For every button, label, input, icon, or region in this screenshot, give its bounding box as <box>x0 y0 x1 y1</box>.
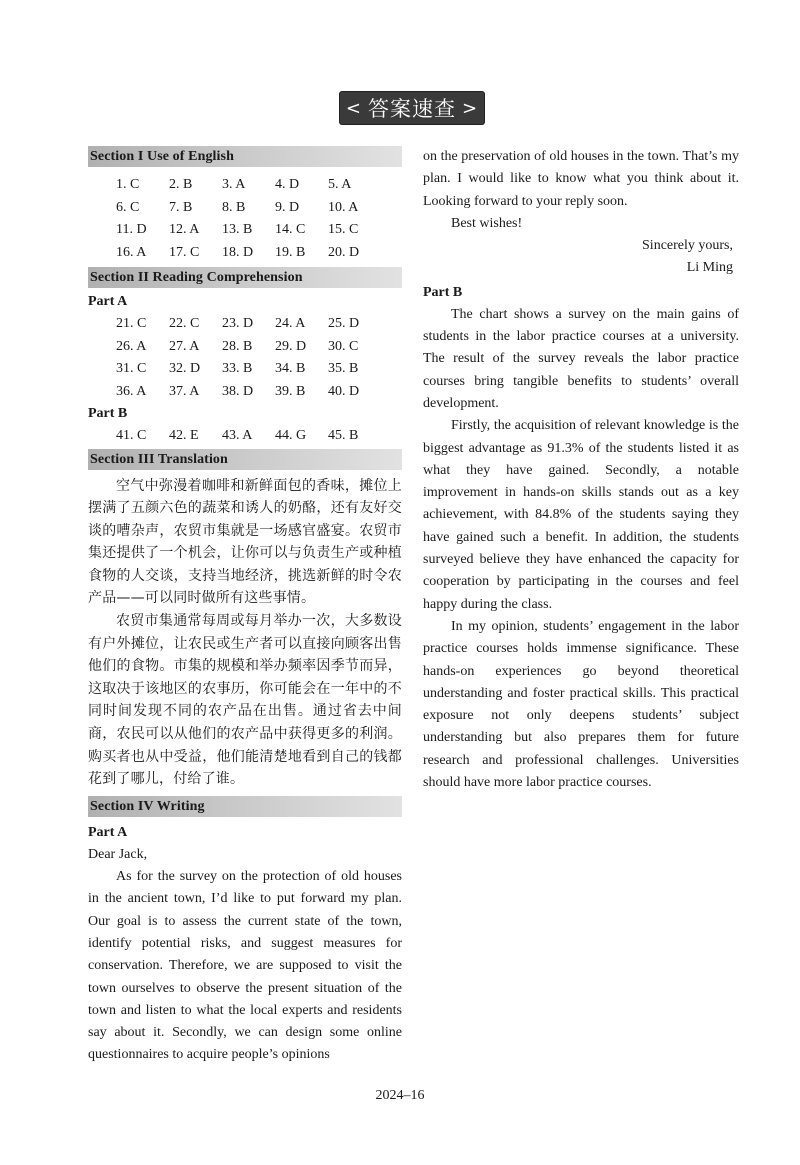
section-2-heading-text: Section II Reading Comprehension <box>90 270 303 285</box>
answer-item: 10. A <box>328 199 359 215</box>
answer-item: 41. C <box>116 428 147 443</box>
section-3-heading <box>88 449 402 470</box>
answer-item: 26. A <box>116 338 147 354</box>
section-1-answers <box>88 174 402 264</box>
translation-paragraph-2: 农贸市集通常每周或每月举办一次，大多数设有户外摊位，让农民或生产者可以直接向顾客出售他们的食物。市集的规模和举办频率因季节而异，这取决于该地区的农事历，你可能会在一年中的不同时间发现不同的农产品在出售。通过省去中间商，农民可以从他们的农产品中获得更多的利润。购买者也从中受益，他们能清楚地看到自己的钱都花到了哪儿，付给了谁。 <box>88 613 402 788</box>
left-column <box>88 146 402 1067</box>
right-column <box>423 146 739 794</box>
answer-row <box>88 425 402 448</box>
answer-item: 27. A <box>169 338 200 354</box>
answer-item: 22. C <box>169 316 200 331</box>
section-2-part-a-answers <box>88 313 402 403</box>
answer-item: 24. A <box>275 316 306 331</box>
answer-item: 13. B <box>222 222 253 237</box>
answer-item: 19. B <box>275 244 306 260</box>
answer-item: 7. B <box>169 199 193 215</box>
answer-item: 18. D <box>222 244 254 260</box>
answer-item: 9. D <box>275 199 300 215</box>
answer-row <box>88 381 402 404</box>
answer-item: 44. G <box>275 428 307 443</box>
translation-paragraph-1: 空气中弥漫着咖啡和新鲜面包的香味，摊位上摆满了五颜六色的蔬菜和诱人的奶酪，还有友好交谈的嘈杂声，农贸市集就是一场感官盛宴。农贸市集还提供了一个机会，让你可以与负责生产或种植食物的人交谈，支持当地经济，挑选新鲜的时令农产品——可以同时做所有这些事情。 <box>88 477 402 607</box>
answer-item: 30. C <box>328 338 359 354</box>
answer-item: 34. B <box>275 361 306 376</box>
essay-paragraph-3: In my opinion, students’ engagement in the labor practice courses holds immense significance. These hands-on experiences go beyond theoretical understanding and foster practical skills. This practical exposure not only deepens students’ subject understanding but also prepares them for future research and professional challenges. Universities should have more labor practice courses. <box>423 618 739 791</box>
essay-paragraph-2: Firstly, the acquisition of relevant knowledge is the biggest advantage as 91.3% of the students listed it as what they have gained. Secondly, a notable improvement in hands-on skills stands out as a key achievement, with 84.8% of the students saying they have gained such a benefit. In addition, the students surveyed believe they have enhanced the capacity for cooperation by participating in the courses and feel happy during the class. <box>423 418 739 612</box>
answer-item: 42. E <box>169 428 199 443</box>
answer-row <box>88 197 402 220</box>
essay-paragraph-1: The chart shows a survey on the main gains of students in the labor practice courses at a university. The result of the survey reveals the labor practice courses bring tangible benefits to students’ overall development. <box>423 306 739 411</box>
letter-body-right: on the preservation of old houses in the town. That’s my plan. I would like to know what you think about it. Looking forward to your reply soon. <box>423 149 739 209</box>
answer-item: 43. A <box>222 428 253 443</box>
answer-item: 38. D <box>222 383 254 399</box>
title-text: 答案速查 <box>368 97 456 121</box>
section-1-heading <box>88 146 402 167</box>
answer-item: 2. B <box>169 177 193 192</box>
answer-item: 39. B <box>275 383 306 399</box>
section-4-part-a-label: Part A <box>88 824 128 840</box>
answer-row <box>88 174 402 197</box>
answer-item: 12. A <box>169 222 200 237</box>
letter-body-left: As for the survey on the protection of old houses in the ancient town, I’d like to put forward my plan. Our goal is to assess the current state of the town, identify potential risks, and suggest measures for conservation. Therefore, we are supposed to visit the town ourselves to observe the present situation of the town and listen to what the local experts and residents say about it. Secondly, we can design some online questionnaires to acquire people’s opinions <box>88 869 402 1063</box>
answer-row <box>88 313 402 336</box>
section-4-heading-text: Section IV Writing <box>90 798 205 814</box>
chevron-right-icon: > <box>462 97 479 119</box>
letter-closing: Best wishes! <box>451 215 523 231</box>
answer-item: 15. C <box>328 222 359 237</box>
section-3-heading-text: Section III Translation <box>90 451 228 467</box>
answer-item: 28. B <box>222 338 253 354</box>
answer-item: 29. D <box>275 338 307 354</box>
answer-item: 5. A <box>328 177 352 192</box>
answer-item: 14. C <box>275 222 306 237</box>
chevron-left-icon: < <box>345 97 362 119</box>
page-number: 2024–16 <box>375 1088 425 1103</box>
answer-item: 4. D <box>275 177 300 192</box>
answer-item: 37. A <box>169 383 200 399</box>
answer-item: 6. C <box>116 199 140 215</box>
section-2-heading <box>88 267 402 288</box>
answer-row <box>88 358 402 381</box>
answer-item: 17. C <box>169 244 200 260</box>
answer-item: 11. D <box>116 222 147 237</box>
answer-key-title <box>340 92 484 124</box>
section-2-part-b-label: Part B <box>88 406 128 421</box>
section-1-heading-text: Section I Use of English <box>90 149 234 164</box>
section-4-heading <box>88 796 402 817</box>
section-2-part-a-label: Part A <box>88 294 128 309</box>
answer-item: 1. C <box>116 177 140 192</box>
answer-item: 31. C <box>116 361 147 376</box>
answer-item: 8. B <box>222 199 246 215</box>
answer-item: 33. B <box>222 361 253 376</box>
answer-item: 20. D <box>328 244 360 260</box>
letter-signature: Li Ming <box>686 260 733 276</box>
answer-item: 3. A <box>222 177 246 192</box>
letter-signoff: Sincerely yours, <box>642 238 733 254</box>
answer-item: 35. B <box>328 361 359 376</box>
section-2-part-b-answers <box>88 425 402 448</box>
answer-item: 16. A <box>116 244 147 260</box>
answer-item: 25. D <box>328 316 360 331</box>
answer-item: 45. B <box>328 428 359 443</box>
answer-item: 23. D <box>222 316 254 331</box>
answer-item: 21. C <box>116 316 147 331</box>
answer-item: 32. D <box>169 361 201 376</box>
answer-row <box>88 219 402 242</box>
section-4-part-b-label: Part B <box>423 284 463 300</box>
answer-item: 36. A <box>116 383 147 399</box>
answer-row <box>88 336 402 359</box>
answer-row <box>88 242 402 265</box>
answer-item: 40. D <box>328 383 360 399</box>
letter-salutation: Dear Jack, <box>88 846 148 862</box>
